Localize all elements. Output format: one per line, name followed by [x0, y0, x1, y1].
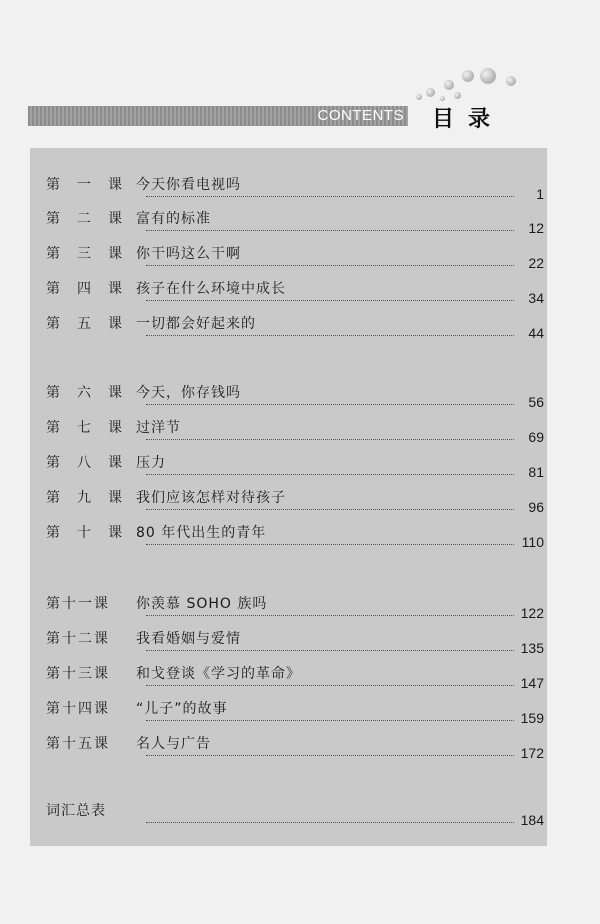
dot-leader	[146, 509, 514, 510]
page-number: 1	[536, 186, 544, 202]
contents-label: CONTENTS	[317, 107, 404, 124]
lesson-title: 过洋节	[136, 420, 181, 436]
dot-leader	[146, 265, 514, 266]
lesson-title: 今天，你存钱吗	[136, 385, 241, 401]
lesson-number: 第十五课	[46, 736, 110, 752]
lesson-title: 孩子在什么环境中成长	[136, 281, 286, 297]
lesson-title: 和戈登谈《学习的革命》	[136, 666, 301, 682]
toc-entry[interactable]	[46, 628, 546, 662]
lesson-title: 压力	[136, 455, 166, 471]
lesson-number: 第 十 课	[46, 525, 122, 541]
toc-entry[interactable]	[46, 593, 546, 627]
toc-entry[interactable]	[46, 208, 546, 242]
page-number: 34	[528, 290, 544, 306]
lesson-title: 今天你看电视吗	[136, 177, 241, 193]
dot-leader	[146, 300, 514, 301]
toc-entry[interactable]	[46, 452, 546, 486]
dot-leader	[146, 544, 514, 545]
dot-leader	[146, 335, 514, 336]
dot-leader	[146, 615, 514, 616]
lesson-title: 我看婚姻与爱情	[136, 631, 241, 647]
lesson-title: 富有的标准	[136, 211, 211, 227]
toc-entry[interactable]	[46, 733, 546, 767]
page-number: 22	[528, 255, 544, 271]
lesson-number: 第 三 课	[46, 246, 122, 262]
page-number: 147	[520, 675, 544, 691]
dot-leader	[146, 474, 514, 475]
dot-leader	[146, 439, 514, 440]
dot-leader	[146, 650, 514, 651]
lesson-number: 第十四课	[46, 701, 110, 717]
page-number: 184	[520, 812, 544, 828]
page-number: 12	[528, 220, 544, 236]
lesson-number: 第十一课	[46, 596, 110, 612]
lesson-number: 第 四 课	[46, 281, 122, 297]
lesson-title: “儿子”的故事	[136, 701, 228, 717]
lesson-number: 第 九 课	[46, 490, 122, 506]
page-number: 122	[520, 605, 544, 621]
lesson-title: 80 年代出生的青年	[136, 525, 267, 541]
decorative-dots	[414, 66, 564, 106]
toc-entry[interactable]	[46, 487, 546, 521]
toc-entry[interactable]	[46, 663, 546, 697]
dot-leader	[146, 196, 514, 197]
toc-entry[interactable]	[46, 313, 546, 347]
page-number: 159	[520, 710, 544, 726]
toc-entry[interactable]	[46, 243, 546, 277]
dot-leader	[146, 404, 514, 405]
lesson-title: 我们应该怎样对待孩子	[136, 490, 286, 506]
lesson-title: 一切都会好起来的	[136, 316, 256, 332]
dot-leader	[146, 230, 514, 231]
toc-entry-glossary[interactable]	[46, 800, 546, 834]
lesson-title: 你羡慕 SOHO 族吗	[136, 596, 268, 612]
page-number: 69	[528, 429, 544, 445]
lesson-number: 第十三课	[46, 666, 110, 682]
page-number: 56	[528, 394, 544, 410]
page-number: 135	[520, 640, 544, 656]
toc-entry[interactable]	[46, 382, 546, 416]
glossary-title: 词汇总表	[46, 803, 106, 819]
lesson-number: 第 五 课	[46, 316, 122, 332]
lesson-number: 第 八 课	[46, 455, 122, 471]
page-number: 81	[528, 464, 544, 480]
lesson-number: 第 一 课	[46, 177, 122, 193]
page-number: 110	[521, 534, 544, 550]
toc-entry[interactable]	[46, 278, 546, 312]
dot-leader	[146, 755, 514, 756]
lesson-number: 第 六 课	[46, 385, 122, 401]
toc-entry[interactable]	[46, 417, 546, 451]
toc-entry[interactable]	[46, 174, 546, 208]
dot-leader	[146, 720, 514, 721]
page-number: 172	[520, 745, 544, 761]
lesson-title: 你干吗这么干啊	[136, 246, 241, 262]
lesson-number: 第十二课	[46, 631, 110, 647]
page-number: 44	[528, 325, 544, 341]
dot-leader	[146, 685, 514, 686]
toc-entry[interactable]	[46, 698, 546, 732]
page-number: 96	[528, 499, 544, 515]
header-bar	[28, 106, 408, 126]
lesson-number: 第 七 课	[46, 420, 122, 436]
dot-leader	[146, 822, 514, 823]
toc-entry[interactable]	[46, 522, 546, 556]
page-title: 目录	[432, 107, 505, 132]
lesson-number: 第 二 课	[46, 211, 122, 227]
lesson-title: 名人与广告	[136, 736, 211, 752]
